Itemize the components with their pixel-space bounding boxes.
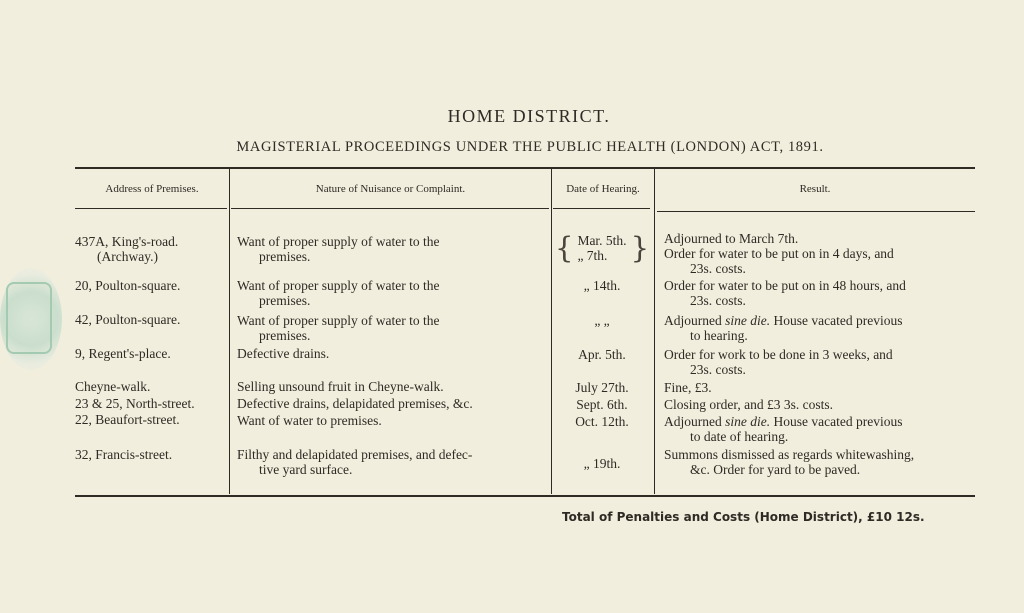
table-row-address: 23 & 25, North-street. — [75, 396, 195, 411]
column-header-result: Result. — [799, 182, 831, 195]
table-row-date: „ „ — [594, 313, 610, 328]
table-row-address: 32, Francis-street. — [75, 447, 173, 462]
table-row-nature: Defective drains, delapidated premises, &c. — [237, 396, 473, 411]
table-row-address: 22, Beaufort-street. — [75, 412, 180, 427]
table-row-nature: Want of water to premises. — [237, 413, 382, 428]
table-row-address: 42, Poulton-square. — [75, 312, 181, 327]
column-divider — [551, 169, 552, 494]
header-separator-address — [75, 208, 227, 209]
table-row-result: Closing order, and £3 3s. costs. — [664, 397, 833, 412]
header-separator-date — [553, 208, 650, 209]
page-title: HOME DISTRICT. — [447, 106, 611, 126]
header-separator-nature — [231, 208, 549, 209]
total-penalties: Total of Penalties and Costs (Home District), £10 12s. — [562, 510, 925, 524]
table-row-date: Sept. 6th. — [576, 397, 628, 412]
table-row-date: Oct. 12th. — [575, 414, 629, 429]
table-row-nature: Selling unsound fruit in Cheyne-walk. — [237, 379, 444, 394]
table-bottom-rule — [75, 495, 975, 497]
left-brace-icon: { — [554, 231, 574, 265]
table-row-result: Summons dismissed as regards whitewashing, &c. Order for yard to be paved. — [664, 447, 915, 477]
page-subtitle: MAGISTERIAL PROCEEDINGS UNDER THE PUBLIC HEALTH (LONDON) ACT, 1891. — [236, 139, 824, 155]
table-row-nature: Filthy and delapidated premises, and defec- tive yard surface. — [237, 447, 473, 477]
library-stamp — [0, 268, 62, 370]
table-row-date: „ 19th. — [583, 456, 621, 471]
right-brace-icon: } — [630, 231, 650, 265]
header-separator-result — [657, 211, 975, 212]
table-row-date: Apr. 5th. — [578, 347, 626, 362]
table-row-result: Adjourned sine die. House vacated previous to date of hearing. — [664, 414, 903, 444]
column-header-date: Date of Hearing. — [566, 182, 640, 195]
table-row-result: Adjourned to March 7th. Order for water to be put on in 4 days, and 23s. costs. — [664, 231, 894, 276]
column-header-nature: Nature of Nuisance or Complaint. — [315, 182, 466, 195]
table-row-nature: Want of proper supply of water to the premises. — [237, 234, 440, 264]
table-row-address: 9, Regent's-place. — [75, 346, 171, 361]
stamp-seal-icon — [6, 282, 52, 354]
column-divider — [229, 169, 230, 494]
table-row-nature: Defective drains. — [237, 346, 330, 361]
table-row-result: Order for work to be done in 3 weeks, and 23s. costs. — [664, 347, 893, 377]
table-row-result: Fine, £3. — [664, 380, 712, 395]
table-row-address: 437A, King's-road. (Archway.) — [75, 234, 179, 264]
table-row-nature: Want of proper supply of water to the premises. — [237, 313, 440, 343]
table-row-nature: Want of proper supply of water to the premises. — [237, 278, 440, 308]
table-row-address: 20, Poulton-square. — [75, 278, 181, 293]
column-header-address: Address of Premises. — [105, 182, 199, 195]
table-row-address: Cheyne-walk. — [75, 379, 151, 394]
table-row-date: { Mar. 5th. „ 7th. } — [554, 231, 650, 265]
table-row-date: „ 14th. — [583, 278, 621, 293]
table-row-result: Adjourned sine die. House vacated previous to hearing. — [664, 313, 903, 343]
table-row-date: July 27th. — [575, 380, 629, 395]
column-divider — [654, 169, 655, 494]
table-row-result: Order for water to be put on in 48 hours, and 23s. costs. — [664, 278, 906, 308]
